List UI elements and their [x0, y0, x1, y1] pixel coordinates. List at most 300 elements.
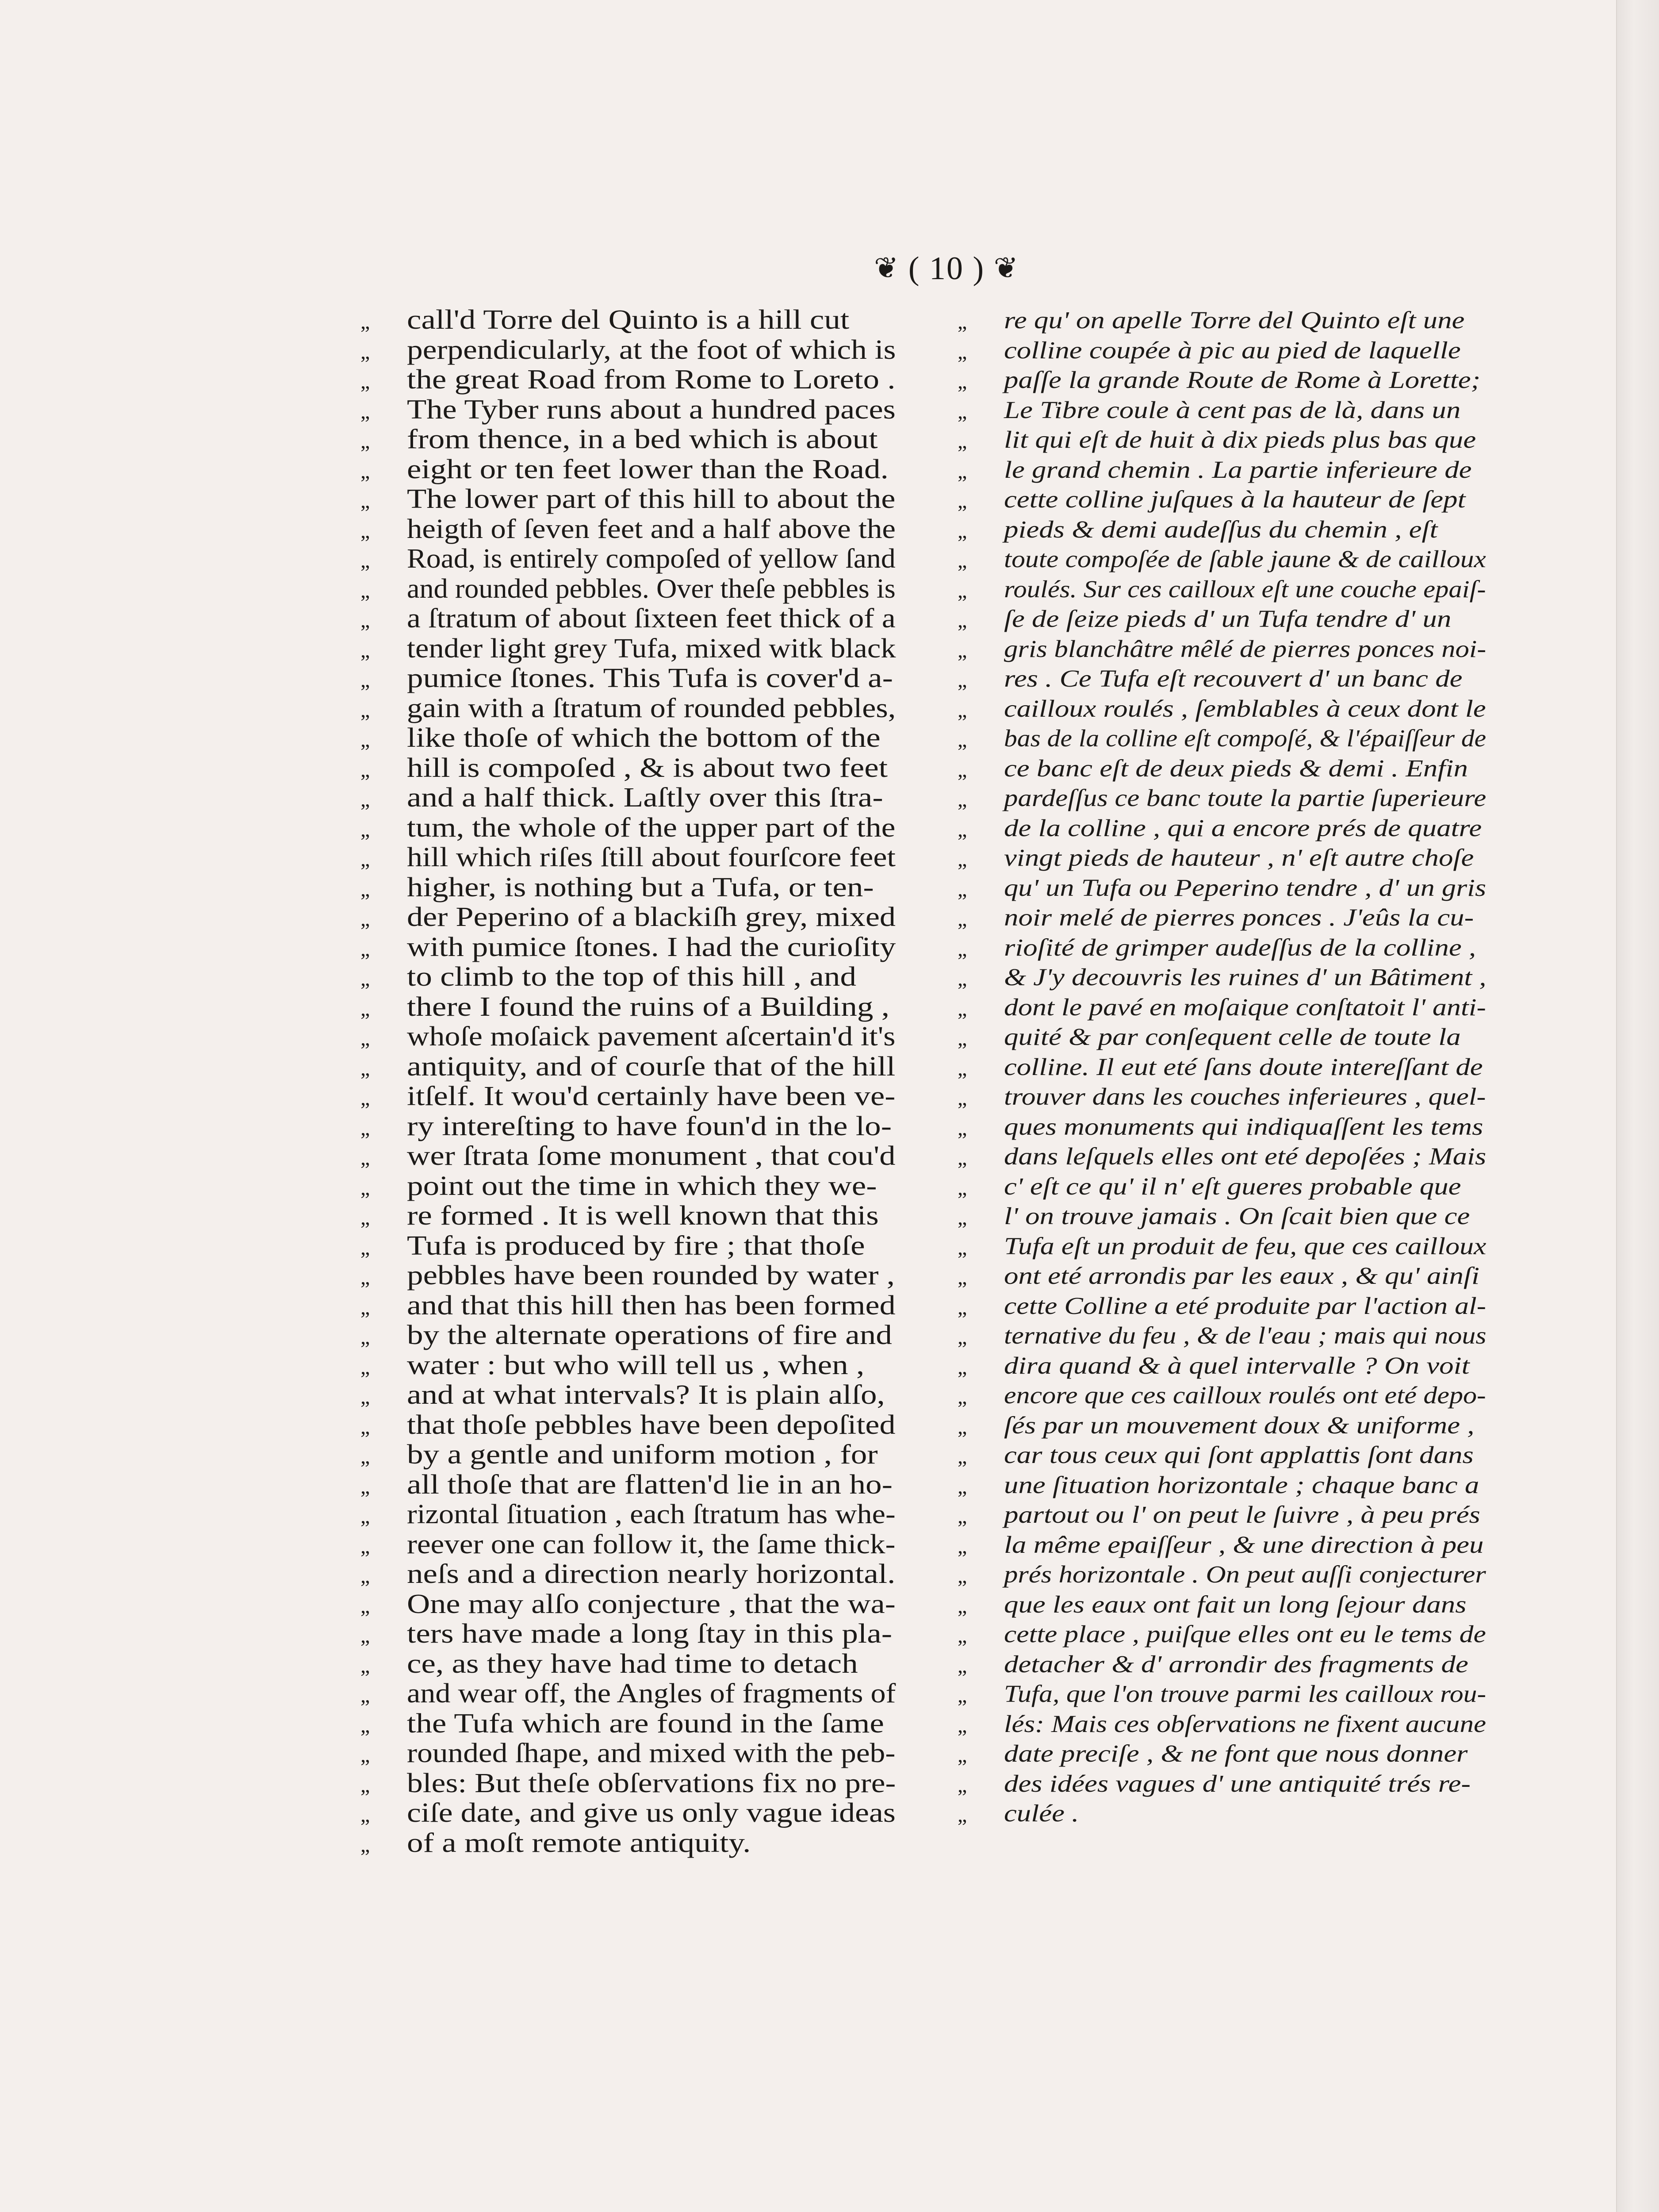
line-text: l' on trouve jamais . On ſcait bien que ce — [1004, 1202, 1470, 1229]
quote-mark: „ — [360, 1236, 370, 1260]
text-line — [360, 1590, 896, 1620]
text-line — [958, 783, 1486, 813]
line-text: c' eſt ce qu' il n' eſt gueres probable que — [1004, 1172, 1461, 1200]
quote-mark: „ — [958, 1355, 967, 1379]
line-text: quité & par conſequent celle de toute la — [1004, 1023, 1461, 1050]
text-line — [958, 1231, 1486, 1261]
text-line — [958, 753, 1486, 783]
text-line — [360, 1141, 896, 1171]
quote-mark: „ — [958, 967, 967, 991]
text-line — [958, 694, 1486, 724]
text-line — [958, 1679, 1486, 1709]
quote-mark: „ — [360, 1654, 370, 1678]
text-line — [360, 1500, 896, 1530]
text-line — [360, 723, 896, 753]
quote-mark: „ — [360, 370, 370, 393]
text-line — [360, 1559, 896, 1590]
line-text: ry intereſting to have foun'd in the lo- — [407, 1111, 892, 1141]
quote-mark: „ — [958, 1624, 967, 1647]
line-text: que les eaux ont fait un long ſejour dans — [1004, 1590, 1467, 1618]
quote-mark: „ — [360, 907, 370, 931]
text-line — [360, 1649, 896, 1679]
text-line — [958, 1291, 1486, 1321]
line-text: neſs and a direction nearly horizontal. — [407, 1559, 896, 1589]
quote-mark: „ — [360, 818, 370, 841]
quote-mark: „ — [360, 1087, 370, 1110]
line-text: ont eté arrondis par les eaux , & qu' ainſi — [1004, 1262, 1480, 1289]
text-line — [360, 1440, 896, 1470]
quote-mark: „ — [360, 549, 370, 572]
text-line — [360, 1291, 896, 1321]
line-text: wer ſtrata ſome monument , that cou'd — [407, 1141, 896, 1171]
line-text: ters have made a long ſtay in this pla- — [407, 1619, 893, 1649]
text-line — [958, 902, 1486, 933]
line-text: tum, the whole of the upper part of the — [407, 812, 896, 843]
line-text: dans leſquels elles ont eté depoſées ; Mais — [1004, 1143, 1487, 1170]
quote-mark: „ — [958, 1534, 967, 1558]
quote-mark: „ — [360, 1505, 370, 1528]
text-line — [958, 1171, 1486, 1202]
line-text: pebbles have been rounded by water , — [407, 1260, 895, 1290]
line-text: ques monuments qui indiquaſſent les tems — [1004, 1113, 1483, 1140]
line-text: with pumice ſtones. I had the curioſity — [407, 932, 896, 962]
quote-mark: „ — [958, 1236, 967, 1260]
text-line — [958, 1590, 1486, 1620]
right-ornament-icon: ❦ — [993, 252, 1019, 284]
text-line — [360, 1709, 896, 1739]
text-line — [360, 634, 896, 664]
page-header — [840, 249, 1053, 288]
quote-mark: „ — [958, 1385, 967, 1409]
quote-mark: „ — [360, 1056, 370, 1080]
text-line — [958, 634, 1486, 664]
quote-mark: „ — [958, 310, 967, 334]
line-text: and a half thick. Laſtly over this ſtra- — [407, 783, 883, 813]
quote-mark: „ — [958, 848, 967, 871]
text-line — [958, 365, 1486, 395]
text-line — [360, 933, 896, 963]
line-text: & J'y decouvris les ruines d' un Bâtiment , — [1004, 964, 1487, 991]
quote-mark: „ — [360, 310, 370, 334]
quote-mark: „ — [958, 549, 967, 572]
line-text: by the alternate operations of fire and — [407, 1320, 892, 1350]
text-line — [958, 723, 1486, 753]
text-line — [360, 425, 896, 455]
text-line — [958, 604, 1486, 634]
quote-mark: „ — [360, 1684, 370, 1707]
page-edge — [1616, 0, 1659, 2212]
text-line — [958, 1112, 1486, 1142]
line-text: noir melé de pierres ponces . J'eûs la cu- — [1004, 904, 1474, 931]
quote-mark: „ — [360, 1713, 370, 1737]
line-text: of a moſt remote antiquity. — [407, 1828, 751, 1858]
quote-mark: „ — [360, 1325, 370, 1349]
quote-mark: „ — [958, 399, 967, 423]
line-text: re qu' on apelle Torre del Quinto eſt une — [1004, 307, 1465, 334]
quote-mark: „ — [360, 877, 370, 901]
line-text: One may alſo conjecture , that the wa- — [407, 1589, 896, 1619]
text-line — [958, 515, 1486, 545]
text-line — [360, 1380, 896, 1410]
text-line — [360, 365, 896, 395]
text-line — [958, 1798, 1486, 1828]
line-text: bles: But theſe obſervations fix no pre- — [407, 1768, 896, 1798]
text-line — [958, 873, 1486, 903]
line-text: culée . — [1004, 1800, 1079, 1827]
text-line — [958, 455, 1486, 485]
text-line — [958, 544, 1486, 574]
line-text: le grand chemin . La partie inferieure de — [1004, 456, 1472, 483]
text-line — [958, 1351, 1486, 1381]
text-line — [958, 933, 1486, 963]
text-line — [360, 335, 896, 365]
quote-mark: „ — [958, 1564, 967, 1588]
line-text: cette colline juſques à la hauteur de ſept — [1004, 486, 1466, 513]
text-line — [360, 1351, 896, 1381]
quote-mark: „ — [958, 1475, 967, 1498]
quote-mark: „ — [958, 340, 967, 364]
quote-mark: „ — [360, 1385, 370, 1409]
text-line — [360, 1082, 896, 1112]
line-text: cette Colline a eté produite par l'action al- — [1004, 1292, 1486, 1319]
line-text: cette place , puiſque elles ont eu le tems de — [1004, 1621, 1486, 1647]
line-text: colline coupée à pic au pied de laquelle — [1004, 336, 1461, 364]
quote-mark: „ — [958, 1654, 967, 1678]
line-text: de la colline , qui a encore prés de quatre — [1004, 814, 1482, 841]
quote-mark: „ — [958, 668, 967, 692]
quote-mark: „ — [360, 1445, 370, 1468]
line-text: prés horizontale . On peut auſſi conjecturer — [1004, 1561, 1486, 1588]
quote-mark: „ — [360, 728, 370, 752]
text-line — [958, 992, 1486, 1022]
line-text: from thence, in a bed which is about — [407, 424, 878, 454]
line-text: date preciſe , & ne font que nous donner — [1004, 1740, 1468, 1767]
quote-mark: „ — [360, 668, 370, 692]
quote-mark: „ — [360, 1027, 370, 1050]
line-text: The lower part of this hill to about the — [407, 484, 896, 514]
line-text: bas de la colline eſt compoſé, & l'épaiſſeur de — [1004, 725, 1487, 752]
text-line — [360, 484, 896, 515]
quote-mark: „ — [958, 1146, 967, 1170]
text-line — [958, 1559, 1486, 1590]
line-text: dont le pavé en moſaique conſtatoit l' anti- — [1004, 993, 1486, 1021]
quote-mark: „ — [958, 937, 967, 961]
quote-mark: „ — [360, 609, 370, 632]
line-text: Le Tibre coule à cent pas de là, dans un — [1004, 396, 1461, 423]
quote-mark: „ — [958, 1325, 967, 1349]
line-text: partout ou l' on peut le ſuivre , à peu prés — [1004, 1501, 1480, 1528]
text-line — [360, 783, 896, 813]
text-line — [958, 1500, 1486, 1530]
text-line — [958, 1201, 1486, 1231]
text-line — [360, 1052, 896, 1082]
quote-mark: „ — [958, 1505, 967, 1528]
text-line — [958, 1709, 1486, 1739]
quote-mark: „ — [360, 1116, 370, 1140]
quote-mark: „ — [360, 788, 370, 811]
line-text: rioſité de grimper audeſſus de la colline , — [1004, 933, 1476, 961]
line-text: res . Ce Tufa eſt recouvert d' un banc de — [1004, 665, 1463, 692]
quote-mark: „ — [958, 1445, 967, 1468]
text-line — [360, 1619, 896, 1649]
line-text: The Tyber runs about a hundred paces — [407, 394, 896, 425]
line-text: heigth of ſeven feet and a half above the — [407, 514, 896, 544]
text-line — [360, 1261, 896, 1291]
quote-mark: „ — [958, 1713, 967, 1737]
quote-mark: „ — [958, 519, 967, 543]
line-text: antiquity, and of courſe that of the hill — [407, 1051, 896, 1082]
quote-mark: „ — [958, 430, 967, 453]
line-text: hill which riſes ſtill about fourſcore feet — [407, 842, 896, 872]
quote-mark: „ — [958, 1594, 967, 1618]
text-line — [360, 753, 896, 783]
quote-mark: „ — [958, 609, 967, 632]
line-text: like thoſe of which the bottom of the — [407, 723, 881, 753]
quote-mark: „ — [360, 1266, 370, 1289]
line-text: eight or ten feet lower than the Road. — [407, 454, 889, 484]
quote-mark: „ — [958, 1056, 967, 1080]
text-line — [958, 843, 1486, 873]
text-line — [958, 1619, 1486, 1649]
quote-mark: „ — [360, 1475, 370, 1498]
quote-mark: „ — [958, 728, 967, 752]
quote-mark: „ — [360, 1773, 370, 1797]
text-line — [360, 1171, 896, 1202]
line-text: to climb to the top of this hill , and — [407, 962, 857, 992]
quote-mark: „ — [360, 698, 370, 722]
line-text: and that this hill then has been formed — [407, 1290, 896, 1321]
text-line — [958, 1380, 1486, 1410]
line-text: ſe de ſeize pieds d' un Tufa tendre d' un — [1004, 605, 1452, 632]
line-text: detacher & d' arrondir des fragments de — [1004, 1650, 1468, 1678]
text-line — [360, 604, 896, 634]
text-line — [360, 1231, 896, 1261]
line-text: des idées vagues d' une antiquité trés re- — [1004, 1770, 1471, 1797]
text-line — [958, 1649, 1486, 1679]
quote-mark: „ — [958, 1773, 967, 1797]
quote-mark: „ — [958, 1176, 967, 1200]
line-text: lés: Mais ces obſervations ne fixent aucune — [1004, 1710, 1487, 1737]
line-text: re formed . It is well known that this — [407, 1201, 879, 1231]
line-text: gris blanchâtre mêlé de pierres ponces noi- — [1004, 635, 1487, 662]
quote-mark: „ — [360, 1594, 370, 1618]
quote-mark: „ — [360, 1355, 370, 1379]
quote-mark: „ — [360, 1743, 370, 1767]
quote-mark: „ — [958, 1266, 967, 1289]
line-text: and at what intervals? It is plain alſo, — [407, 1380, 885, 1410]
line-text: and rounded pebbles. Over theſe pebbles is — [407, 573, 896, 604]
line-text: whoſe moſaick pavement aſcertain'd it's — [407, 1022, 896, 1052]
text-line — [360, 1470, 896, 1500]
text-line — [360, 574, 896, 604]
text-line — [958, 962, 1486, 992]
text-line — [958, 1052, 1486, 1082]
text-line — [360, 873, 896, 903]
line-text: car tous ceux qui ſont applattis ſont dans — [1004, 1441, 1474, 1468]
line-text: la même epaiſſeur , & une direction à peu — [1004, 1531, 1484, 1558]
text-line — [360, 1321, 896, 1351]
quote-mark: „ — [958, 1027, 967, 1050]
text-line — [958, 1739, 1486, 1769]
english-column — [360, 305, 896, 1858]
quote-mark: „ — [958, 1743, 967, 1767]
line-text: gain with a ſtratum of rounded pebbles, — [407, 693, 896, 723]
text-line — [360, 305, 896, 335]
line-text: the great Road from Rome to Loreto . — [407, 365, 896, 395]
text-line — [958, 305, 1486, 335]
text-line — [360, 455, 896, 485]
text-line — [958, 1530, 1486, 1560]
line-text: hill is compoſed , & is about two feet — [407, 753, 888, 783]
line-text: cailloux roulés , ſemblables à ceux dont le — [1004, 695, 1486, 722]
line-text: perpendicularly, at the foot of which is — [407, 334, 896, 365]
line-text: qu' un Tufa ou Peperino tendre , d' un gris — [1004, 874, 1487, 901]
line-text: roulés. Sur ces cailloux eſt une couche epaiſ- — [1004, 575, 1486, 603]
line-text: higher, is nothing but a Tufa, or ten- — [407, 872, 874, 902]
line-text: lit qui eſt de huit à dix pieds plus bas que — [1004, 426, 1476, 453]
text-line — [360, 902, 896, 933]
text-line — [360, 664, 896, 694]
quote-mark: „ — [360, 1564, 370, 1588]
quote-mark: „ — [360, 1176, 370, 1200]
text-line — [360, 515, 896, 545]
quote-mark: „ — [360, 967, 370, 991]
line-text: pumice ſtones. This Tufa is cover'd a- — [407, 663, 893, 693]
quote-mark: „ — [360, 997, 370, 1021]
text-line — [958, 813, 1486, 843]
text-line — [958, 1141, 1486, 1171]
quote-mark: „ — [360, 1803, 370, 1827]
text-line — [360, 1798, 896, 1828]
line-text: encore que ces cailloux roulés ont eté depo- — [1004, 1382, 1486, 1409]
text-line — [360, 962, 896, 992]
line-text: colline. Il eut eté ſans doute intereſſant de — [1004, 1053, 1483, 1080]
quote-mark: „ — [360, 1146, 370, 1170]
text-line — [360, 1530, 896, 1560]
line-text: a ſtratum of about ſixteen feet thick of a — [407, 603, 896, 634]
text-line — [958, 1440, 1486, 1470]
line-text: toute compoſée de ſable jaune & de cailloux — [1004, 545, 1486, 572]
text-line — [360, 1739, 896, 1769]
text-line — [958, 1470, 1486, 1500]
text-line — [360, 813, 896, 843]
quote-mark: „ — [360, 399, 370, 423]
french-column — [958, 305, 1486, 1828]
quote-mark: „ — [360, 937, 370, 961]
text-line — [958, 335, 1486, 365]
text-line — [360, 843, 896, 873]
text-line — [958, 1022, 1486, 1052]
quote-mark: „ — [360, 1833, 370, 1857]
quote-mark: „ — [360, 459, 370, 483]
quote-mark: „ — [958, 877, 967, 901]
quote-mark: „ — [360, 638, 370, 662]
quote-mark: „ — [958, 1087, 967, 1110]
text-line — [360, 1828, 896, 1859]
text-line — [360, 1201, 896, 1231]
quote-mark: „ — [360, 758, 370, 782]
line-text: rounded ſhape, and mixed with the peb- — [407, 1738, 896, 1768]
quote-mark: „ — [958, 459, 967, 483]
line-text: Tufa, que l'on trouve parmi les cailloux rou- — [1004, 1680, 1487, 1707]
quote-mark: „ — [360, 519, 370, 543]
line-text: ternative du feu , & de l'eau ; mais qui nous — [1004, 1322, 1487, 1349]
line-text: der Peperino of a blackiſh grey, mixed — [407, 902, 896, 932]
line-text: and wear off, the Angles of fragments of — [407, 1678, 896, 1709]
line-text: ſés par un mouvement doux & uniforme , — [1004, 1411, 1475, 1439]
line-text: water : but who will tell us , when , — [407, 1350, 865, 1380]
quote-mark: „ — [958, 1803, 967, 1827]
line-text: tender light grey Tufa, mixed witk black — [407, 633, 896, 664]
text-line — [360, 395, 896, 425]
text-line — [958, 484, 1486, 515]
line-text: all thoſe that are flatten'd lie in an ho- — [407, 1469, 893, 1500]
quote-mark: „ — [958, 698, 967, 722]
line-text: itſelf. It wou'd certainly have been ve- — [407, 1081, 896, 1111]
line-text: call'd Torre del Quinto is a hill cut — [407, 305, 850, 335]
text-line — [958, 1321, 1486, 1351]
left-ornament-icon: ❦ — [874, 252, 900, 284]
text-line — [360, 1112, 896, 1142]
text-line — [360, 544, 896, 574]
line-text: ce, as they have had time to detach — [407, 1648, 858, 1679]
line-text: Tufa is produced by fire ; that thoſe — [407, 1230, 865, 1261]
line-text: paſſe la grande Route de Rome à Lorette; — [1004, 366, 1481, 393]
quote-mark: „ — [360, 340, 370, 364]
quote-mark: „ — [958, 579, 967, 603]
text-line — [360, 1022, 896, 1052]
line-text: vingt pieds de hauteur , n' eſt autre choſe — [1004, 844, 1474, 871]
line-text: ciſe date, and give us only vague ideas — [407, 1798, 896, 1828]
quote-mark: „ — [958, 788, 967, 811]
line-text: the Tufa which are found in the ſame — [407, 1708, 884, 1739]
quote-mark: „ — [958, 638, 967, 662]
quote-mark: „ — [958, 758, 967, 782]
quote-mark: „ — [958, 907, 967, 931]
quote-mark: „ — [958, 1116, 967, 1140]
text-line — [958, 425, 1486, 455]
text-line — [958, 664, 1486, 694]
quote-mark: „ — [360, 1534, 370, 1558]
line-text: pardeſſus ce banc toute la partie ſuperieure — [1004, 784, 1487, 811]
quote-mark: „ — [958, 370, 967, 393]
line-text: Tufa eſt un produit de feu, que ces cailloux — [1004, 1232, 1487, 1260]
line-text: trouver dans les couches inferieures , quel- — [1004, 1083, 1486, 1110]
quote-mark: „ — [958, 1684, 967, 1707]
line-text: reever one can follow it, the ſame thick- — [407, 1529, 896, 1559]
text-line — [360, 1679, 896, 1709]
quote-mark: „ — [958, 1415, 967, 1439]
line-text: pieds & demi audeſſus du chemin , eſt — [1004, 515, 1438, 543]
text-line — [958, 1410, 1486, 1440]
quote-mark: „ — [360, 1295, 370, 1319]
line-text: dira quand & à quel intervalle ? On voit — [1004, 1352, 1470, 1379]
quote-mark: „ — [958, 489, 967, 513]
quote-mark: „ — [958, 1206, 967, 1229]
text-line — [958, 1769, 1486, 1799]
text-line — [958, 395, 1486, 425]
text-line — [360, 1410, 896, 1440]
page-number: ( 10 ) — [908, 250, 985, 287]
quote-mark: „ — [958, 818, 967, 841]
line-text: Road, is entirely compoſed of yellow ſand — [407, 544, 896, 574]
quote-mark: „ — [360, 579, 370, 603]
text-line — [958, 1082, 1486, 1112]
text-line — [958, 1261, 1486, 1291]
line-text: rizontal ſituation , each ſtratum has whe- — [407, 1499, 896, 1529]
line-text: une ſituation horizontale ; chaque banc a — [1004, 1471, 1479, 1498]
line-text: point out the time in which they we- — [407, 1171, 877, 1201]
